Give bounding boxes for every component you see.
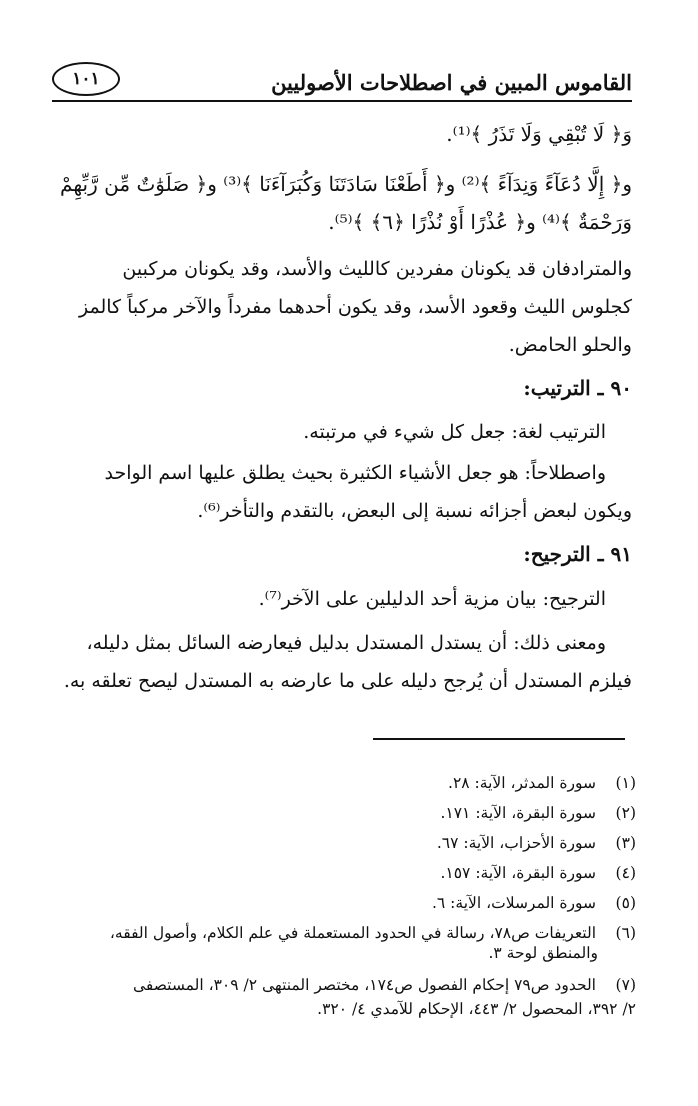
- footnote-text: سورة المدثر، الآية: ٢٨.: [448, 774, 596, 792]
- footnote-divider: [373, 738, 625, 740]
- synonyms-line-3: والحلو الحامض.: [508, 334, 632, 356]
- footnote-number: (٦): [615, 924, 636, 942]
- footnote-number: (٧): [615, 976, 636, 994]
- section-heading-tarjih: ٩١ ـ الترجيح:: [523, 542, 632, 566]
- footnote-number: (٥): [615, 894, 636, 912]
- tartib-term-definition-1: واصطلاحاً: هو جعل الأشياء الكثيرة بحيث يطلق عليها اسم الواحد: [104, 462, 606, 484]
- footnote-number: (١): [615, 774, 636, 792]
- verse-line-3: وَرَحْمَةٌ ﴾⁽⁴⁾ و﴿ عُذْرًا أَوْ نُذْرًا ﴿٦﴾ ﴾⁽⁵⁾.: [328, 210, 632, 234]
- tarjih-meaning-2: فيلزم المستدل أن يُرجح دليله على ما عارضه به المستدل ليصح تعلقه به.: [63, 670, 632, 692]
- footnote-4: [52, 858, 636, 888]
- footnote-7: [52, 970, 636, 1000]
- footnote-number: (٣): [615, 834, 636, 852]
- footnote-number: (٤): [615, 864, 636, 882]
- footnote-text: سورة المرسلات، الآية: ٦.: [431, 894, 596, 912]
- footnote-text: سورة الأحزاب، الآية: ٦٧.: [436, 834, 596, 852]
- footnote-7-continuation: ٢/ ٣٩٢، المحصول ٢/ ٤٤٣، الإحكام للآمدي ٤/ ٣٢٠.: [317, 1000, 636, 1018]
- footnote-2: [52, 798, 636, 828]
- synonyms-line-2: كجلوس الليث وقعود الأسد، وقد يكون أحدهما مفرداً والآخر مركباً كالمز: [78, 296, 632, 318]
- footnote-text: التعريفات ص٧٨، رسالة في الحدود المستعملة في علم الكلام، وأصول الفقه،: [109, 924, 596, 942]
- running-header: [52, 62, 632, 102]
- tarjih-meaning-1: ومعنى ذلك: أن يستدل المستدل بدليل فيعارضه السائل بمثل دليله،: [86, 632, 606, 654]
- footnote-1: [52, 768, 636, 798]
- tarjih-definition: الترجيح: بيان مزية أحد الدليلين على الآخر⁽⁷⁾.: [258, 588, 606, 610]
- footnote-6-continuation: والمنطق لوحة ٣.: [488, 944, 598, 962]
- tartib-language-definition: الترتيب لغة: جعل كل شيء في مرتبته.: [303, 421, 606, 443]
- footnote-3: [52, 828, 636, 858]
- tartib-term-definition-2: ويكون لبعض أجزائه نسبة إلى البعض، بالتقدم والتأخر⁽⁶⁾.: [197, 500, 632, 522]
- footnote-text: الحدود ص٧٩ إحكام الفصول ص١٧٤، مختصر المنتهى ٢/ ٣٠٩، المستصفى: [132, 976, 596, 994]
- verse-line-1: وَ﴿ لَا تُبْقِي وَلَا تَذَرُ ﴾⁽¹⁾.: [446, 122, 632, 146]
- page-number: ١٠١: [52, 62, 120, 96]
- section-heading-tartib: ٩٠ ـ الترتيب:: [523, 376, 632, 400]
- footnote-text: سورة البقرة، الآية: ١٥٧.: [440, 864, 596, 882]
- synonyms-line-1: والمترادفان قد يكونان مفردين كالليث والأسد، وقد يكونان مركبين: [122, 258, 632, 280]
- footnote-text: سورة البقرة، الآية: ١٧١.: [440, 804, 596, 822]
- footnote-number: (٢): [615, 804, 636, 822]
- footnote-5: [52, 888, 636, 918]
- verse-line-2: و﴿ إِلَّا دُعَآءً وَنِدَآءً ﴾⁽²⁾ و﴿ أَطَعْنَا سَادَتَنَا وَكُبَرَآءَنَا ﴾⁽³⁾ و﴿ صَلَوَٰتٌ مِّن رَّبِّهِمْ: [60, 172, 632, 196]
- header-divider: [52, 100, 632, 102]
- book-title: القاموس المبين في اصطلاحات الأصوليين: [271, 70, 632, 95]
